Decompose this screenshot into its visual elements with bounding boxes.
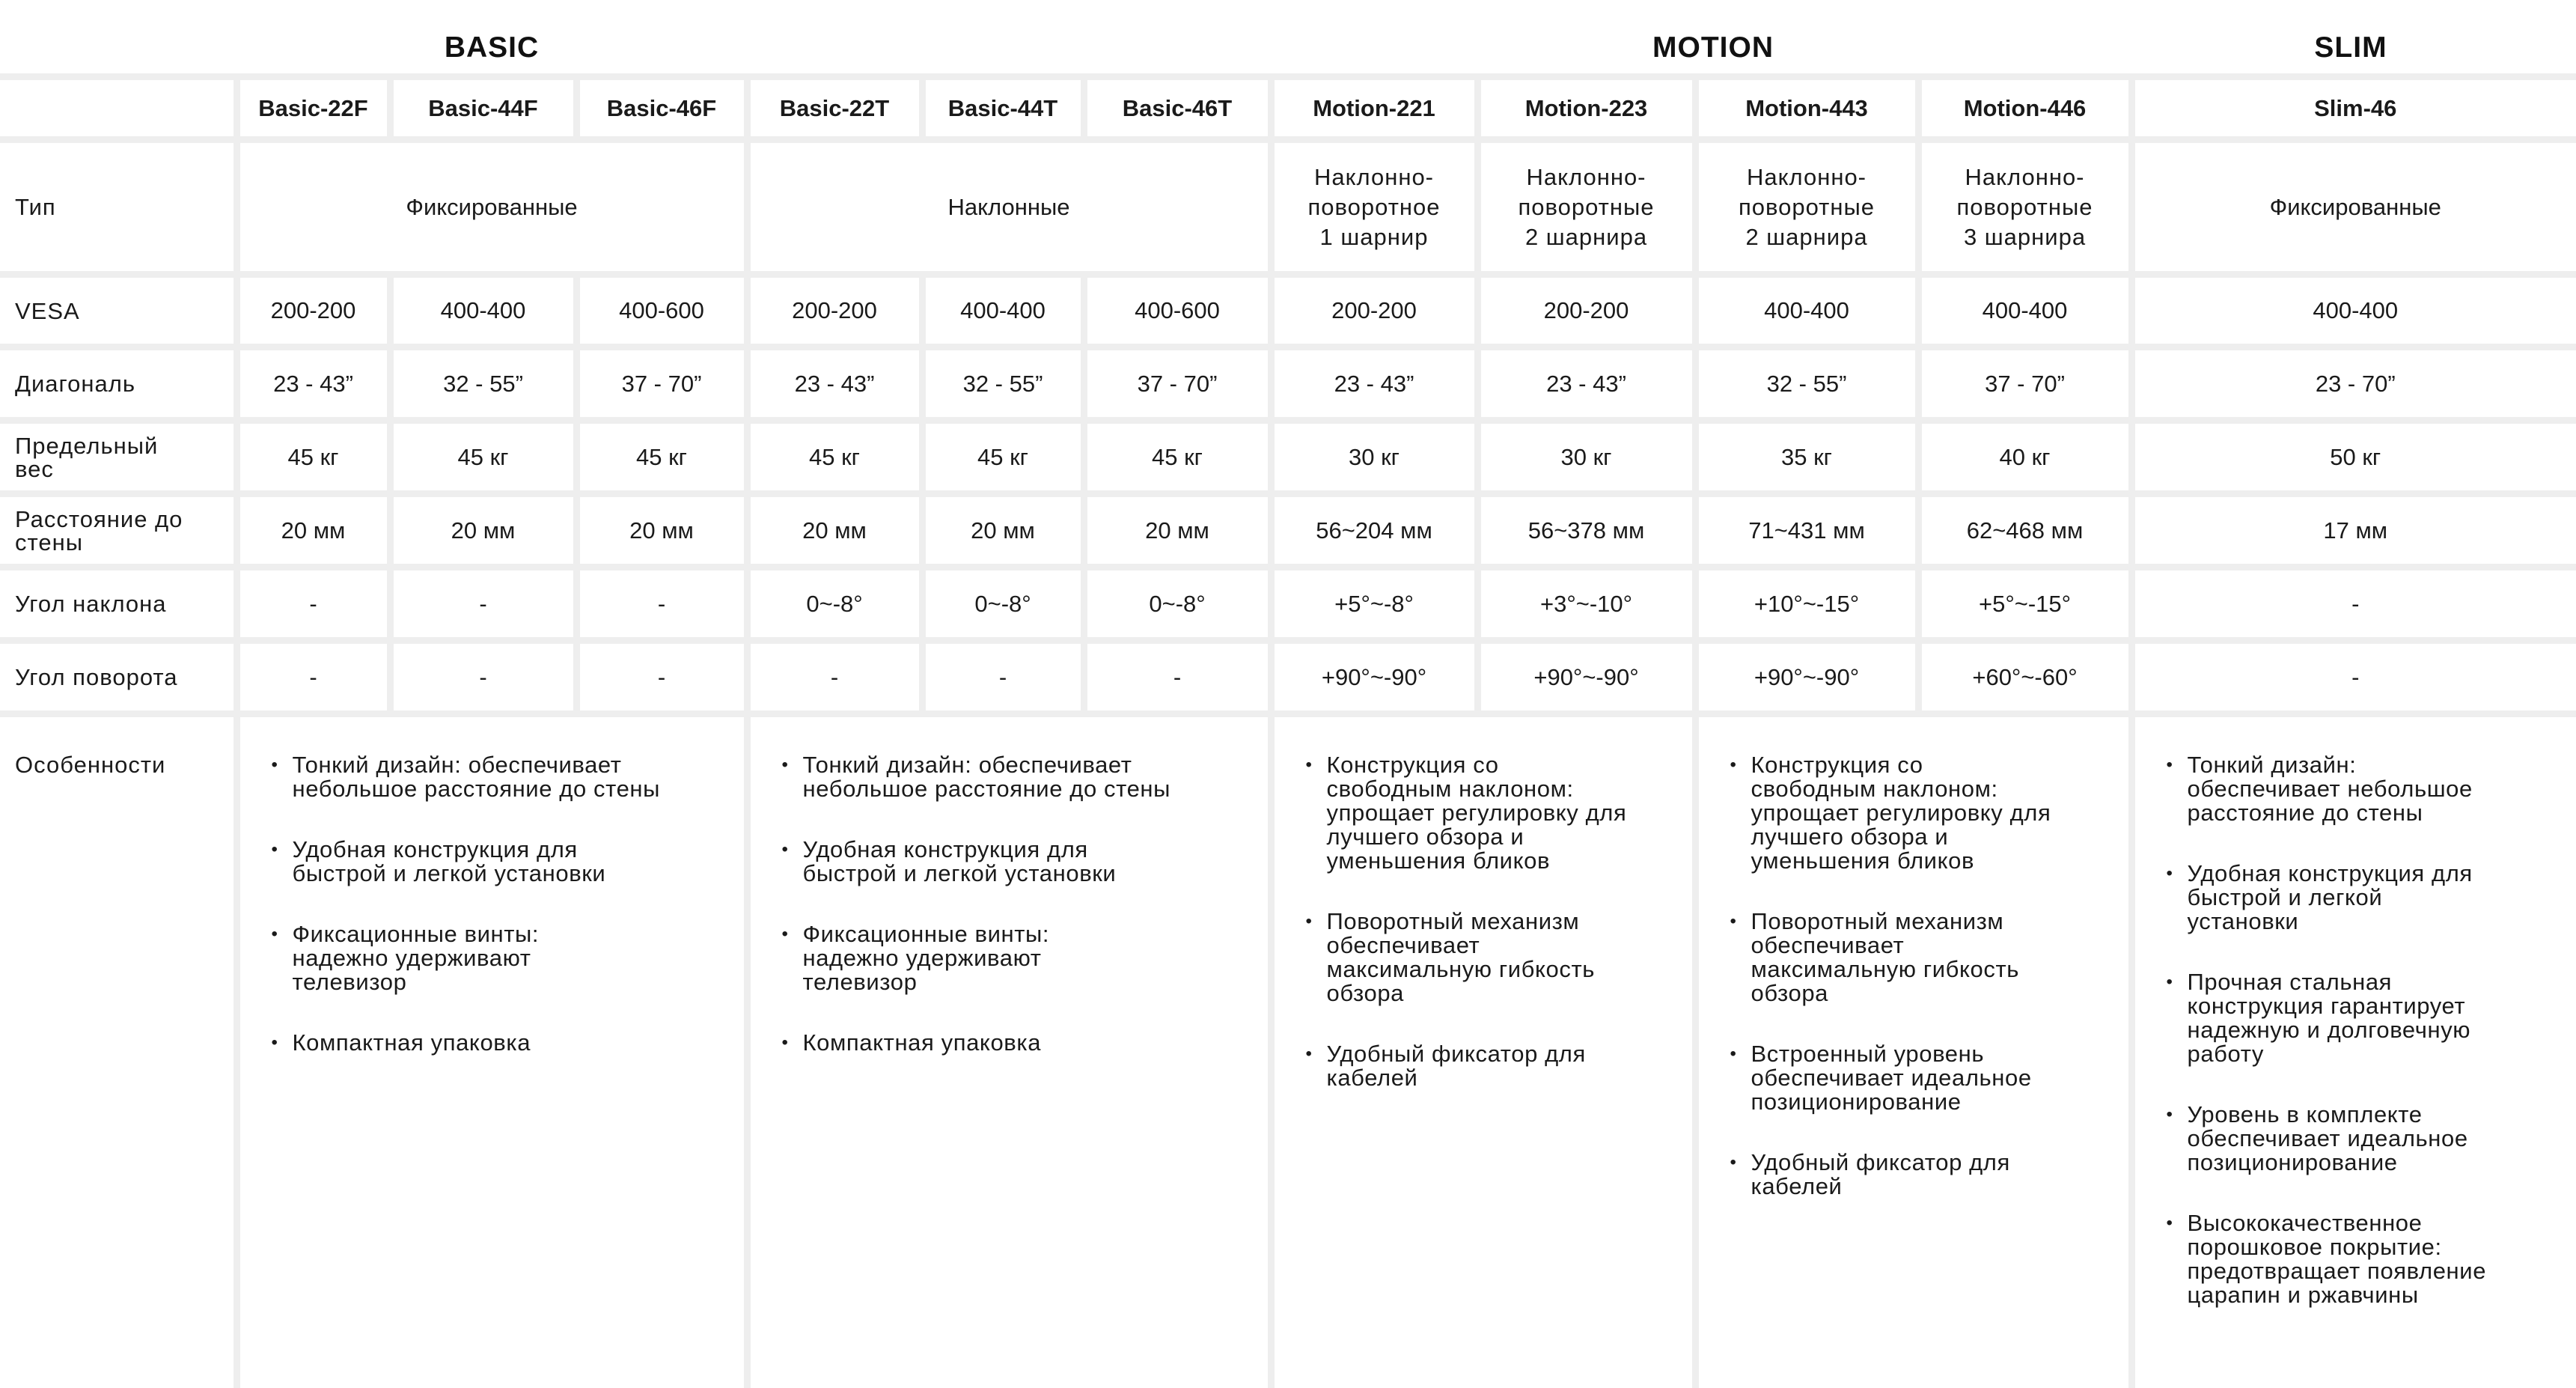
feature-line: уменьшения бликов xyxy=(1327,847,1551,874)
feature-line: Фиксационные винты: xyxy=(293,921,540,947)
row-label-tilt: Угол наклона xyxy=(0,567,236,641)
max-weight-value: 45 кг xyxy=(747,421,922,494)
model-name: Basic-44F xyxy=(390,77,576,140)
tilt-value: 0~-8° xyxy=(1084,567,1271,641)
max-weight-value: 45 кг xyxy=(1084,421,1271,494)
feature-item xyxy=(1751,1042,2128,1114)
label-line: Предельный xyxy=(15,433,158,459)
feature-line: позиционирование xyxy=(2188,1149,2398,1175)
feature-line: свободным наклоном: xyxy=(1751,776,1998,802)
feature-line: Тонкий дизайн: обеспечивает xyxy=(803,752,1132,778)
feature-line: телевизор xyxy=(293,969,407,995)
max-weight-value: 35 кг xyxy=(1695,421,1918,494)
feature-line: обеспечивает идеальное xyxy=(2188,1125,2468,1151)
feature-line: расстояние до стены xyxy=(2188,800,2423,826)
feature-line: упрощает регулировку для xyxy=(1751,800,2051,826)
max-weight-value: 45 кг xyxy=(390,421,576,494)
type-line: поворотные xyxy=(1956,194,2093,220)
feature-item xyxy=(1327,753,1692,873)
vesa-value: 400-400 xyxy=(390,275,576,347)
row-label-features: Особенности xyxy=(0,714,236,1388)
tilt-value: +5°~-15° xyxy=(1918,567,2131,641)
feature-line: Удобный фиксатор для xyxy=(1751,1149,2010,1175)
diagonal-value: 32 - 55” xyxy=(922,347,1084,421)
feature-line: кабелей xyxy=(1751,1173,1843,1199)
wall-distance-value: 62~468 мм xyxy=(1918,494,2131,567)
feature-line: порошковое покрытие: xyxy=(2188,1234,2442,1260)
max-weight-row xyxy=(0,421,2576,494)
type-line: 2 шарнира xyxy=(1525,224,1647,250)
model-name: Motion-223 xyxy=(1477,77,1695,140)
diagonal-row xyxy=(0,347,2576,421)
feature-line: Удобная конструкция для xyxy=(803,836,1088,862)
group-title-motion: MOTION xyxy=(1283,31,2143,64)
corner-cell xyxy=(0,77,236,140)
feature-line: Поворотный механизм xyxy=(1751,908,2004,934)
feature-line: небольшое расстояние до стены xyxy=(293,776,661,802)
swivel-value: +60°~-60° xyxy=(1918,641,2131,714)
vesa-value: 400-400 xyxy=(1695,275,1918,347)
feature-line: Удобная конструкция для xyxy=(2188,860,2473,886)
max-weight-value: 30 кг xyxy=(1477,421,1695,494)
feature-line: обзора xyxy=(1751,980,1829,1006)
feature-line: быстрой и легкой установки xyxy=(803,860,1117,886)
diagonal-value: 23 - 43” xyxy=(1477,347,1695,421)
diagonal-value: 37 - 70” xyxy=(1918,347,2131,421)
swivel-value: +90°~-90° xyxy=(1271,641,1477,714)
feature-line: Компактная упаковка xyxy=(803,1029,1042,1056)
type-line: поворотное xyxy=(1308,194,1441,220)
feature-line: телевизор xyxy=(803,969,918,995)
feature-line: быстрой и легкой xyxy=(2188,884,2383,910)
feature-list xyxy=(751,753,1268,1055)
type-line: 1 шарнир xyxy=(1320,224,1429,250)
feature-line: Удобная конструкция для xyxy=(293,836,578,862)
swivel-value: +90°~-90° xyxy=(1477,641,1695,714)
type-line: Наклонно- xyxy=(1965,164,2084,190)
wall-distance-value: 56~378 мм xyxy=(1477,494,1695,567)
feature-item xyxy=(293,838,744,886)
feature-line: лучшего обзора и xyxy=(1751,824,1949,850)
row-label-max-weight xyxy=(0,421,236,494)
feature-line: работу xyxy=(2188,1041,2264,1067)
feature-line: конструкция гарантирует xyxy=(2188,993,2466,1019)
max-weight-value: 45 кг xyxy=(922,421,1084,494)
tilt-value: 0~-8° xyxy=(747,567,922,641)
feature-line: максимальную гибкость xyxy=(1327,956,1596,982)
swivel-row xyxy=(0,641,2576,714)
feature-line: обзора xyxy=(1327,980,1405,1006)
row-label-type: Тип xyxy=(0,140,236,275)
feature-line: обеспечивает xyxy=(1327,932,1480,958)
spec-table xyxy=(0,73,2576,1388)
type-line: Наклонно- xyxy=(1314,164,1434,190)
model-name: Motion-446 xyxy=(1918,77,2131,140)
row-label-wall-distance xyxy=(0,494,236,567)
feature-line: Фиксационные винты: xyxy=(803,921,1050,947)
feature-line: позиционирование xyxy=(1751,1089,1962,1115)
type-line: 2 шарнира xyxy=(1745,224,1867,250)
features-cell-basic-tilt xyxy=(747,714,1271,1388)
feature-line: Тонкий дизайн: xyxy=(2188,752,2357,778)
feature-line: Прочная стальная xyxy=(2188,969,2393,995)
feature-item xyxy=(1751,910,2128,1005)
feature-line: Поворотный механизм xyxy=(1327,908,1580,934)
tilt-value: - xyxy=(2131,567,2576,641)
feature-list xyxy=(1275,753,1692,1090)
type-line: Наклонно- xyxy=(1747,164,1867,190)
feature-line: надежно удерживают xyxy=(293,945,531,971)
model-name: Basic-46T xyxy=(1084,77,1271,140)
model-name: Motion-443 xyxy=(1695,77,1918,140)
vesa-value: 400-400 xyxy=(1918,275,2131,347)
feature-line: Конструкция со xyxy=(1751,752,1923,778)
wall-distance-value: 56~204 мм xyxy=(1271,494,1477,567)
feature-list xyxy=(240,753,744,1055)
tilt-value: +5°~-8° xyxy=(1271,567,1477,641)
label-line: стены xyxy=(15,529,83,555)
diagonal-value: 23 - 43” xyxy=(1271,347,1477,421)
swivel-value: - xyxy=(2131,641,2576,714)
type-cell xyxy=(1271,140,1477,275)
feature-line: Встроенный уровень xyxy=(1751,1041,1985,1067)
model-name: Motion-221 xyxy=(1271,77,1477,140)
wall-distance-value: 20 мм xyxy=(576,494,747,567)
group-header xyxy=(0,0,2576,75)
row-label-vesa: VESA xyxy=(0,275,236,347)
type-cell xyxy=(1695,140,1918,275)
feature-line: небольшое расстояние до стены xyxy=(803,776,1171,802)
vesa-value: 200-200 xyxy=(236,275,390,347)
tilt-value: - xyxy=(576,567,747,641)
feature-item xyxy=(1327,910,1692,1005)
vesa-value: 400-600 xyxy=(1084,275,1271,347)
diagonal-value: 37 - 70” xyxy=(576,347,747,421)
feature-line: быстрой и легкой установки xyxy=(293,860,606,886)
feature-line: максимальную гибкость xyxy=(1751,956,2020,982)
type-cell: Фиксированные xyxy=(236,140,747,275)
diagonal-value: 32 - 55” xyxy=(1695,347,1918,421)
model-name: Basic-22F xyxy=(236,77,390,140)
model-name: Slim-46 xyxy=(2131,77,2576,140)
feature-line: свободным наклоном: xyxy=(1327,776,1574,802)
features-row xyxy=(0,714,2576,1388)
vesa-value: 400-400 xyxy=(2131,275,2576,347)
feature-line: Тонкий дизайн: обеспечивает xyxy=(293,752,622,778)
tilt-row xyxy=(0,567,2576,641)
type-cell xyxy=(1477,140,1695,275)
wall-distance-value: 20 мм xyxy=(747,494,922,567)
features-cell-slim xyxy=(2131,714,2576,1388)
wall-distance-value: 20 мм xyxy=(390,494,576,567)
feature-line: Уровень в комплекте xyxy=(2188,1101,2423,1127)
feature-line: уменьшения бликов xyxy=(1751,847,1975,874)
feature-line: обеспечивает xyxy=(1751,932,1905,958)
feature-item xyxy=(2188,970,2576,1066)
model-name: Basic-44T xyxy=(922,77,1084,140)
label-line: вес xyxy=(15,456,54,482)
feature-line: надежно удерживают xyxy=(803,945,1042,971)
models-row xyxy=(0,77,2576,140)
row-label-diagonal: Диагональ xyxy=(0,347,236,421)
feature-line: Компактная упаковка xyxy=(293,1029,531,1056)
type-row xyxy=(0,140,2576,275)
swivel-value: - xyxy=(390,641,576,714)
diagonal-value: 23 - 43” xyxy=(747,347,922,421)
vesa-value: 400-600 xyxy=(576,275,747,347)
diagonal-value: 37 - 70” xyxy=(1084,347,1271,421)
diagonal-value: 32 - 55” xyxy=(390,347,576,421)
max-weight-value: 50 кг xyxy=(2131,421,2576,494)
feature-item xyxy=(2188,1103,2576,1175)
feature-line: кабелей xyxy=(1327,1065,1418,1091)
diagonal-value: 23 - 43” xyxy=(236,347,390,421)
feature-item xyxy=(2188,753,2576,825)
tilt-value: - xyxy=(390,567,576,641)
max-weight-value: 30 кг xyxy=(1271,421,1477,494)
tilt-value: +3°~-10° xyxy=(1477,567,1695,641)
max-weight-value: 40 кг xyxy=(1918,421,2131,494)
tilt-value: 0~-8° xyxy=(922,567,1084,641)
feature-item xyxy=(2188,1211,2576,1307)
vesa-value: 200-200 xyxy=(1271,275,1477,347)
feature-line: Удобный фиксатор для xyxy=(1327,1041,1586,1067)
feature-item xyxy=(1751,753,2128,873)
type-line: Наклонно- xyxy=(1526,164,1646,190)
feature-line: Конструкция со xyxy=(1327,752,1499,778)
max-weight-value: 45 кг xyxy=(236,421,390,494)
swivel-value: - xyxy=(922,641,1084,714)
feature-item xyxy=(803,1031,1268,1055)
feature-list xyxy=(2135,753,2576,1307)
model-name: Basic-22T xyxy=(747,77,922,140)
feature-line: Высококачественное xyxy=(2188,1210,2423,1236)
feature-line: установки xyxy=(2188,908,2299,934)
vesa-value: 400-400 xyxy=(922,275,1084,347)
feature-item xyxy=(2188,862,2576,934)
feature-item xyxy=(1751,1151,2128,1199)
wall-distance-value: 20 мм xyxy=(922,494,1084,567)
feature-line: обеспечивает идеальное xyxy=(1751,1065,2032,1091)
feature-item xyxy=(803,753,1268,801)
swivel-value: - xyxy=(1084,641,1271,714)
feature-item xyxy=(293,922,744,994)
wall-distance-row xyxy=(0,494,2576,567)
max-weight-value: 45 кг xyxy=(576,421,747,494)
swivel-value: - xyxy=(236,641,390,714)
type-cell: Наклонные xyxy=(747,140,1271,275)
feature-item xyxy=(293,1031,744,1055)
swivel-value: - xyxy=(576,641,747,714)
feature-item xyxy=(293,753,744,801)
tilt-value: - xyxy=(236,567,390,641)
feature-line: упрощает регулировку для xyxy=(1327,800,1627,826)
swivel-value: +90°~-90° xyxy=(1695,641,1918,714)
feature-item xyxy=(803,922,1268,994)
tilt-value: +10°~-15° xyxy=(1695,567,1918,641)
vesa-value: 200-200 xyxy=(1477,275,1695,347)
feature-line: царапин и ржавчины xyxy=(2188,1282,2419,1308)
feature-item xyxy=(1327,1042,1692,1090)
type-cell: Фиксированные xyxy=(2131,140,2576,275)
feature-line: предотвращает появление xyxy=(2188,1258,2487,1284)
feature-item xyxy=(803,838,1268,886)
type-line: 3 шарнира xyxy=(1964,224,2086,250)
type-line: поворотные xyxy=(1739,194,1875,220)
wall-distance-value: 20 мм xyxy=(1084,494,1271,567)
model-name: Basic-46F xyxy=(576,77,747,140)
wall-distance-value: 20 мм xyxy=(236,494,390,567)
features-cell-basic-fixed xyxy=(236,714,747,1388)
diagonal-value: 23 - 70” xyxy=(2131,347,2576,421)
group-title-slim: SLIM xyxy=(2148,31,2554,64)
vesa-row xyxy=(0,275,2576,347)
type-line: поворотные xyxy=(1518,194,1654,220)
label-line: Расстояние до xyxy=(15,506,183,532)
vesa-value: 200-200 xyxy=(747,275,922,347)
group-title-basic: BASIC xyxy=(236,31,747,64)
row-label-swivel: Угол поворота xyxy=(0,641,236,714)
swivel-value: - xyxy=(747,641,922,714)
feature-list xyxy=(1699,753,2128,1199)
type-cell xyxy=(1918,140,2131,275)
feature-line: надежную и долговечную xyxy=(2188,1017,2471,1043)
feature-line: лучшего обзора и xyxy=(1327,824,1524,850)
wall-distance-value: 71~431 мм xyxy=(1695,494,1918,567)
feature-line: обеспечивает небольшое xyxy=(2188,776,2473,802)
features-cell-motion-a xyxy=(1271,714,1695,1388)
features-cell-motion-b xyxy=(1695,714,2131,1388)
wall-distance-value: 17 мм xyxy=(2131,494,2576,567)
